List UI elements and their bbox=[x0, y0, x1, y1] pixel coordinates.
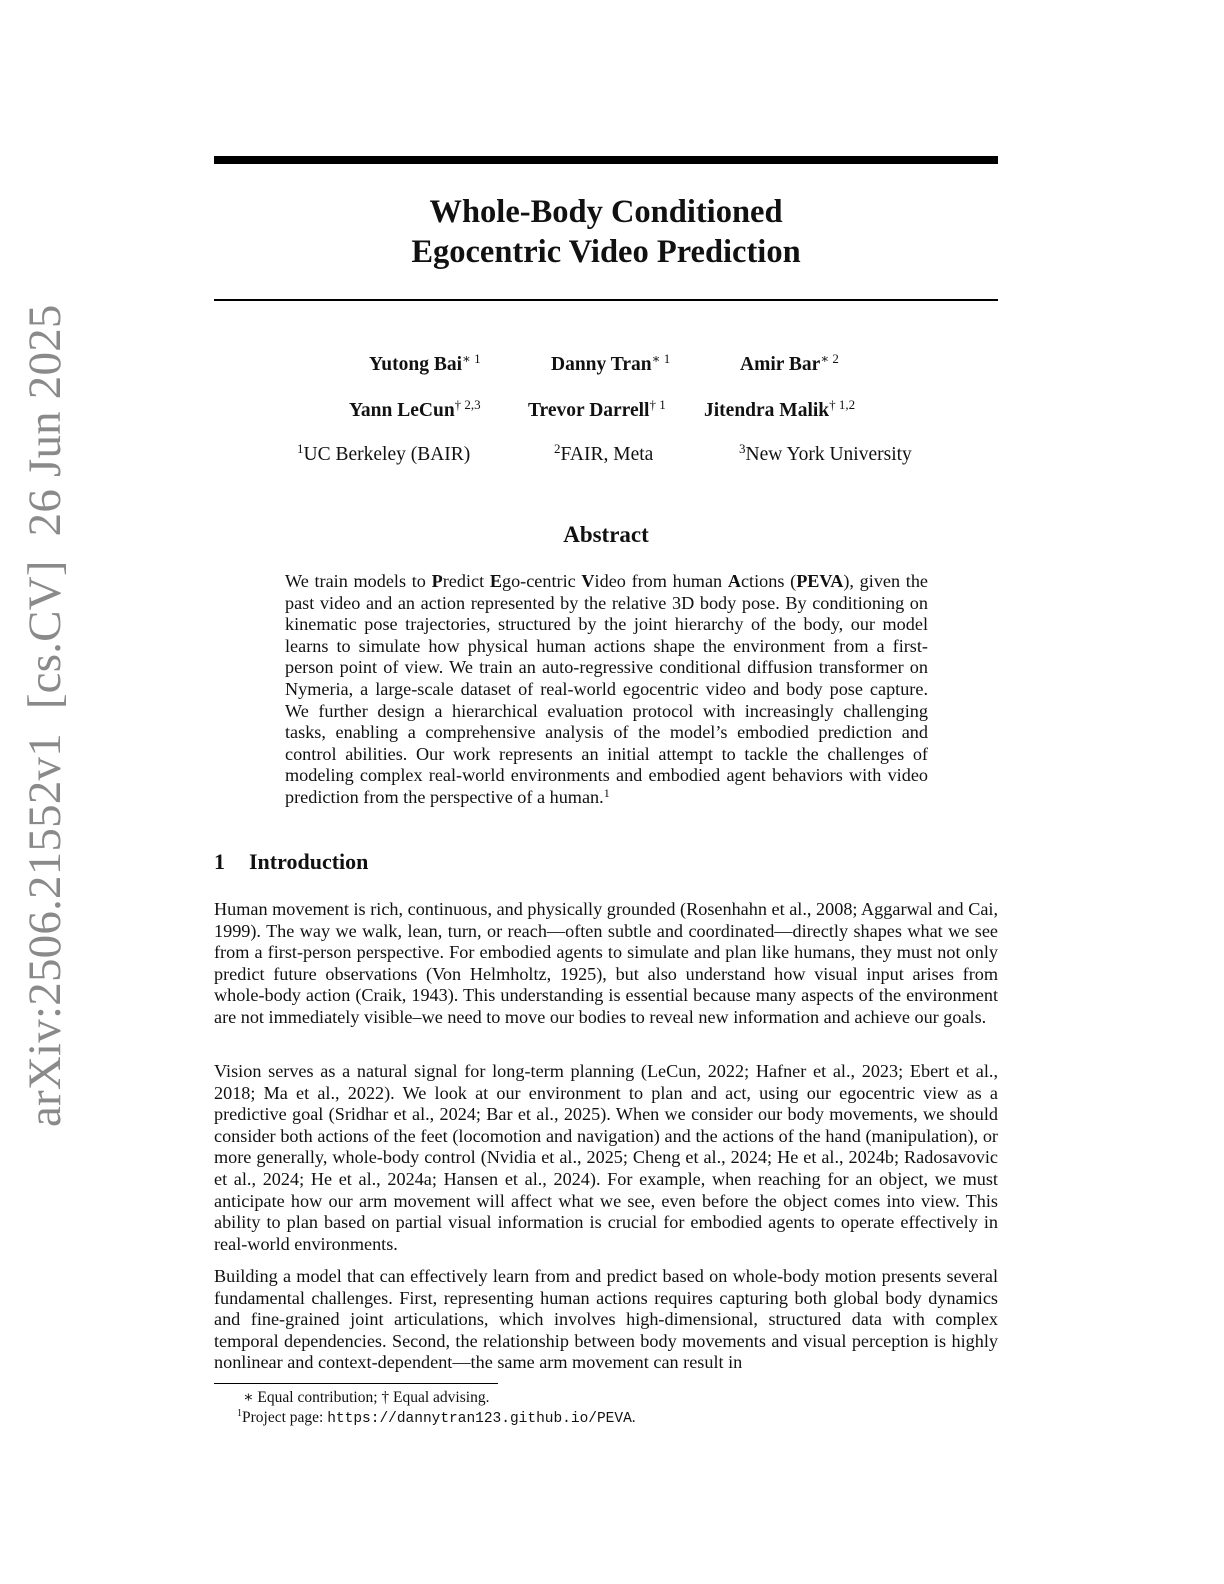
section-title: Introduction bbox=[249, 849, 369, 874]
paragraph-2: Vision serves as a natural signal for long-term planning (LeCun, 2022; Hafner et al., 2023; Ebert et al., 2018; Ma et al., 2022). We look at our environment to plan and act, using our egocentric view as a predictive goal (Sridhar et al., 2024; Bar et al., 2025). When we consider our body movements, we should consider both actions of the feet (locomotion and navigation) and the actions of the hand (manipulation), or more generally, whole-body control (Nvidia et al., 2025; Cheng et al., 2024; He et al., 2024b; Radosavovic et al., 2024; He et al., 2024a; Hansen et al., 2024). For example, when reaching for an object, we must anticipate how our arm movement will affect what we see, even before the object comes into view. This ability to plan based on partial visual information is crucial for embodied agents to operate effectively in real-world environments. bbox=[214, 1061, 998, 1254]
abstract-heading: Abstract bbox=[563, 522, 649, 547]
footnote-marker: 1 bbox=[603, 785, 610, 800]
paper-title bbox=[214, 192, 998, 272]
footnote-project-page: $^1$Project page: https://dannytran123.github.io/PEVA. bbox=[237, 1408, 636, 1427]
footnote-rule bbox=[214, 1383, 498, 1384]
title-top-rule bbox=[214, 156, 998, 164]
author-4: Yann LeCun$^{\dagger 2,3}$ bbox=[349, 397, 481, 421]
title-bottom-rule bbox=[214, 299, 998, 301]
project-url-link[interactable]: https://dannytran123.github.io/PEVA bbox=[327, 1411, 632, 1427]
section-heading bbox=[214, 849, 368, 875]
paragraph-1: Human movement is rich, continuous, and physically grounded (Rosenhahn et al., 2008; Aggarwal and Cai, 1999). The way we walk, lean, turn, or reach—often subtle and coordinated—directly shapes what we see from a first-person perspective. For embodied agents to simulate and plan like humans, they must not only predict future observations (Von Helmholtz, 1925), but also understand how visual input arises from whole-body action (Craik, 1943). This understanding is essential because many aspects of the environment are not immediately visible–we need to move our bodies to reveal new information and achieve our goals. bbox=[214, 899, 998, 1027]
section-number: 1 bbox=[214, 849, 225, 874]
arxiv-identifier: arXiv:2506.21552v1 [cs.CV] 26 Jun 2025 bbox=[19, 304, 71, 1127]
author-5: Trevor Darrell$^{\dagger 1}$ bbox=[528, 397, 666, 421]
abstract-text: We train models to Predict Ego-centric Video from human Actions (PEVA), given the past video and an action represented by the relative 3D body pose. By conditioning on kinematic pose trajectories, structured by the joint hierarchy of the body, our model learns to simulate how physical human actions shape the environment from a first-person point of view. We train an auto-regressive conditional diffusion transformer on Nymeria, a large-scale dataset of real-world egocentric video and body pose capture. We further design a hierarchical evaluation protocol with increasingly challenging tasks, enabling a comprehensive analysis of the model’s embodied prediction and control abilities. Our work represents an initial attempt to tackle the challenges of modeling complex real-world environments and embodied agent behaviors with video prediction from the perspective of a human.$^1$ bbox=[285, 571, 928, 807]
title-line-2: Egocentric Video Prediction bbox=[411, 234, 801, 270]
title-line-1: Whole-Body Conditioned bbox=[429, 194, 783, 230]
author-2: Danny Tran$^{∗ 1}$ bbox=[551, 351, 671, 375]
footnote-equal-contribution: ∗ Equal contribution; † Equal advising. bbox=[243, 1389, 490, 1406]
author-1: Yutong Bai$^{∗ 1}$ bbox=[369, 351, 481, 375]
affiliation-1: $^1$UC Berkeley (BAIR) bbox=[297, 441, 471, 465]
author-3: Amir Bar$^{∗ 2}$ bbox=[740, 351, 839, 375]
author-6: Jitendra Malik$^{\dagger 1,2}$ bbox=[704, 397, 856, 421]
paragraph-3: Building a model that can effectively learn from and predict based on whole-body motion presents several fundamental challenges. First, representing human actions requires capturing both global body dynamics and fine-grained joint articulations, which involves high-dimensional, structured data with complex temporal dependencies. Second, the relationship between body movements and visual perception is highly nonlinear and context-dependent—the same arm movement can result in bbox=[214, 1266, 998, 1373]
affiliation-3: $^3$New York University bbox=[739, 441, 912, 465]
affiliation-2: $^2$FAIR, Meta bbox=[554, 441, 654, 465]
